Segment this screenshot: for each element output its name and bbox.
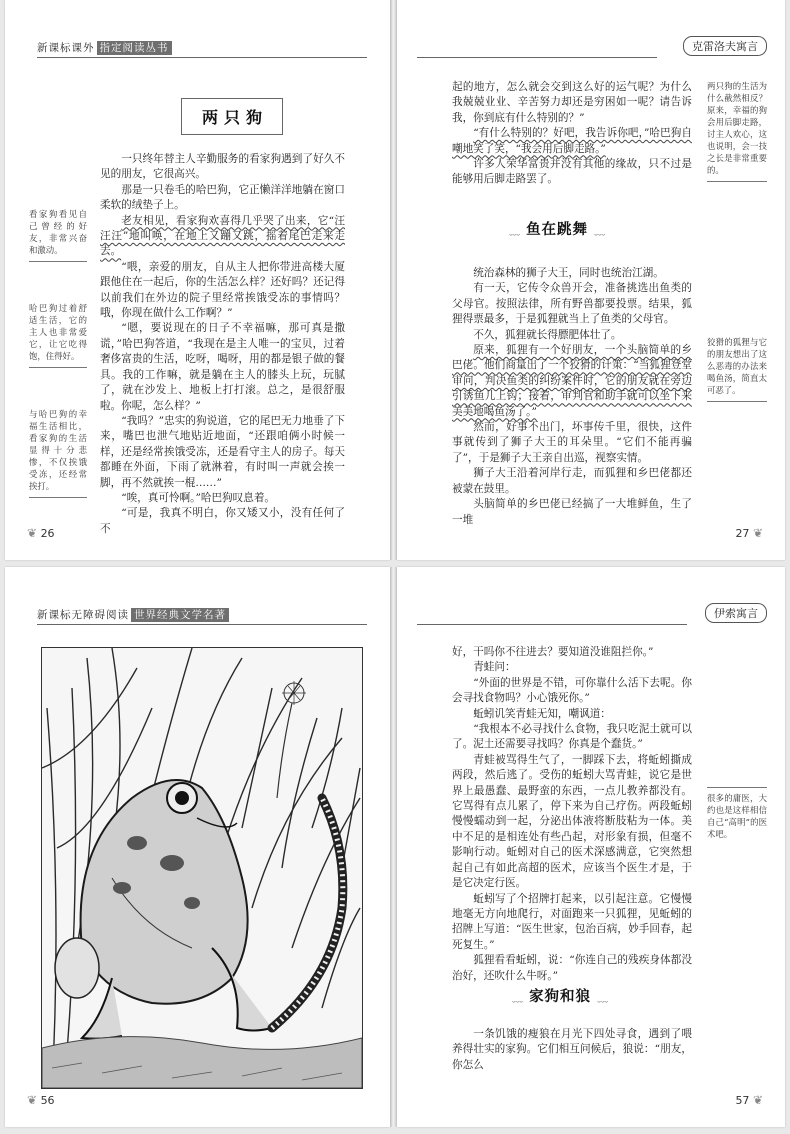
paragraph: 好，干吗你不往进去？要知道没谁阻拦你。” (452, 646, 654, 658)
series-highlight: 指定阅读丛书 (97, 41, 172, 55)
page-number-text: 26 (40, 527, 55, 540)
paragraph: “可是，我真不明白，你又矮又小，没有任何了不 (100, 507, 345, 535)
header-rule (417, 57, 657, 58)
story-body (452, 1027, 692, 1073)
paragraph: 头脑简单的乡巴佬已经搞了一大堆鲜鱼，生了一堆 (452, 498, 692, 526)
ornament-icon: ﹏ (512, 991, 523, 1004)
paragraph-underlined: 老友相见，看家狗欢喜得几乎哭了出来，它“汪汪汪”地叫唤，在地上又蹦又跳，摇着尾巴走来走去。 (100, 214, 345, 258)
margin-note: 与哈巴狗的幸福生活相比，看家狗的生活显得十分悲惨，不仅挨饿受冻，还经常挨打。 (29, 408, 87, 498)
margin-note: 两只狗的生活为什么截然相反？原来，幸福的狗会用后脚走路，讨主人欢心，这也说明，会一技之长是非常重要的。 (707, 80, 767, 182)
running-header (37, 40, 172, 55)
header-rule (37, 624, 367, 625)
paragraph-underlined: “有什么特别的？好吧，我告诉你吧，”哈巴狗自嘲地笑了笑，“我会用后脚走路。” (452, 127, 692, 155)
ornament-icon: ﹏ (597, 991, 609, 1004)
paragraph: 许多人荣华富贵并没有其他的缘故，只不过是能够用后脚走路罢了。 (452, 158, 692, 186)
story-title (509, 218, 605, 239)
page-number-text: 57 (735, 1094, 750, 1107)
paragraph: 青蛙问： (473, 661, 516, 674)
running-header: 伊索寓言 (705, 603, 767, 623)
paragraph: 一只终年替主人辛勤服务的看家狗遇到了好久不见的朋友，它很高兴。 (100, 153, 345, 181)
page-number-text: 56 (40, 1094, 55, 1107)
spread-bottom (0, 567, 790, 1134)
paragraph: 狐狸看看蚯蚓，说：“你连自己的残疾身体都没治好，还吹什么牛呀。” (452, 954, 692, 982)
paragraph: 狮子大王沿着河岸行走，而狐狸和乡巴佬都还被蒙在鼓里。 (452, 467, 692, 495)
paragraph: 青蛙被骂得生气了，一脚踩下去，将蚯蚓撕成两段，然后逃了。受伤的蚯蚓大骂青蛙，说它是世界上最愚蠢、最野蛮的东西，一点儿教养都没有。它骂得有点儿累了，停下来为自己疗伤。两段蚯蚓慢慢蠕动到一起，分泌出体液将断肢粘为一体。美中不足的是相连处有些凸起，对形象有损，但毫不影响行动。蚯蚓对自己的医术深感满意，它突然想起自己有如此高超的医术，应该当个医生才是，于是它决定行医。 (452, 753, 692, 890)
paragraph: “嗯，要说现在的日子不幸福嘛，那可真是撒谎，”哈巴狗答道，“我现在是主人唯一的宝贝，过着奢侈富贵的生活，吃呀，喝呀，用的都是银子做的餐具。我的工作嘛，就是躺在主人的膝头上玩，玩腻了，就在沙发上、地板上打打滚。总之，是很舒服啦。你呢，怎么样？” (100, 322, 345, 412)
paragraph: 然而，好事不出门，坏事传千里，很快，这件事就传到了狮子大王的耳朵里。“它们不能再骗了”，于是狮子大王亲自出巡，视察实情。 (452, 421, 692, 464)
ornament-icon: ﹏ (594, 224, 606, 237)
wreath-icon: ❦ (27, 526, 38, 540)
wreath-icon: ❦ (27, 1093, 38, 1107)
paragraph: “喂，亲爱的朋友，自从主人把你带进高楼大厦跟他住在一起后，你的生活怎么样？还好吗？还记得以前我们在外边的院子里经常挨饿受冻的事情吗？哦，你现在做什么工作啊？” (100, 260, 345, 320)
paragraph: 一条饥饿的瘦狼在月光下四处寻食，遇到了喂养得壮实的家狗。它们相互问候后，狼说：“朋友，你怎么 (452, 1028, 692, 1071)
page-number (27, 1093, 55, 1107)
margin-note: 很多的庸医，大约也是这样相信自己“高明”的医术吧。 (707, 787, 767, 845)
page-56 (5, 567, 390, 1127)
margin-note: 看家狗看见自己曾经的好友，非常兴奋和激动。 (29, 208, 87, 262)
story-body (100, 152, 345, 537)
page-26 (5, 0, 390, 560)
story-title-text: 家狗和狼 (529, 989, 592, 1005)
running-header: 克雷洛夫寓言 (683, 36, 767, 56)
story-body (452, 266, 692, 528)
book-spine (390, 0, 397, 560)
paragraph: “我吗？”忠实的狗说道，它的尾巴无力地垂了下来，嘴巴也泄气地贴近地面，“还跟咱俩小时候一样，还是经常挨饿受冻，还是看守主人的房子。每天都睡在外面，下雨了就淋着，有时叫一声就会挨一脚，再不然就挨一棍……” (100, 414, 345, 489)
story-title: 两只狗 (181, 98, 283, 135)
paragraph: 起的地方，怎么就会交到这么好的运气呢？为什么我兢兢业业、辛苦努力却还是穷困如一呢？请告诉我，你到底有什么特别的？” (452, 81, 692, 124)
margin-note: 狡猾的狐狸与它的朋友想出了这么恶毒的办法来喝鱼汤，简直太可恶了。 (707, 336, 767, 402)
paragraph: 统治森林的狮子大王，同时也统治江湖。 (473, 267, 664, 279)
page-number-text: 27 (735, 527, 750, 540)
paragraph: “唉，真可怜啊。”哈巴狗叹息着。 (121, 491, 276, 504)
story-title (512, 985, 608, 1006)
series-name: 新课标无障碍阅读 (37, 609, 129, 621)
page-27 (397, 0, 785, 560)
wreath-icon: ❦ (752, 526, 763, 540)
series-name: 新课标课外 (37, 42, 95, 54)
paragraph: “外面的世界是不错，可你靠什么活下去呢。你会寻找食物吗？小心饿死你。” (452, 676, 692, 705)
paragraph: 蚯蚓讥笑青蛙无知，嘲讽道： (473, 707, 611, 720)
running-header (37, 607, 229, 622)
page-57 (397, 567, 785, 1127)
frog-illustration (41, 647, 363, 1089)
story-title-text: 鱼在跳舞 (526, 222, 589, 238)
paragraph: 有一天，它传令众兽开会，准备挑选出鱼类的父母官。按照法律，所有野兽都要投票。结果，狐狸得票最多，于是狐狸就当上了鱼类的父母官。 (452, 282, 692, 326)
paragraph: “我根本不必寻找什么食物，我只吃泥土就可以了。泥土还需要寻找吗？你真是个蠢货。” (452, 723, 692, 751)
page-number (735, 1093, 763, 1107)
ornament-icon: ﹏ (509, 224, 520, 237)
paragraph: 那是一只卷毛的哈巴狗，它正懒洋洋地躺在窗口柔软的绒垫子上。 (100, 183, 345, 212)
paragraph: 蚯蚓写了个招牌打起来，以引起注意。它慢慢地毫无方向地爬行，对面跑来一只狐狸，见蚯蚓的招牌上写道：“医生世家，包治百病，妙手回春，起死复生。” (452, 892, 692, 951)
paragraph-underlined: 原来，狐狸有一个好朋友，一个头脑简单的乡巴佬。他们商量出了一个狡猾的计策：“当狐狸登堂审问，判决鱼类的纠纷案件时，它的朋友就在旁边引诱鱼儿上钩；接着，审判官和助手就可以坐下来美美地喝鱼汤了。” (452, 344, 692, 418)
story-body (452, 645, 692, 984)
page-number (735, 526, 763, 540)
wreath-icon: ❦ (752, 1093, 763, 1107)
series-highlight: 世界经典文学名著 (131, 608, 229, 622)
margin-note: 哈巴狗过着舒适生活，它的主人也非常爱它，让它吃得饱，住得好。 (29, 302, 87, 368)
header-rule (417, 624, 687, 625)
book-spine (390, 567, 397, 1127)
stone (55, 938, 99, 998)
frog-drawing (42, 648, 362, 1088)
page-number (27, 526, 55, 540)
story-body (452, 80, 692, 188)
header-rule (37, 57, 367, 58)
paragraph: 不久，狐狸就长得膘肥体壮了。 (473, 328, 622, 341)
